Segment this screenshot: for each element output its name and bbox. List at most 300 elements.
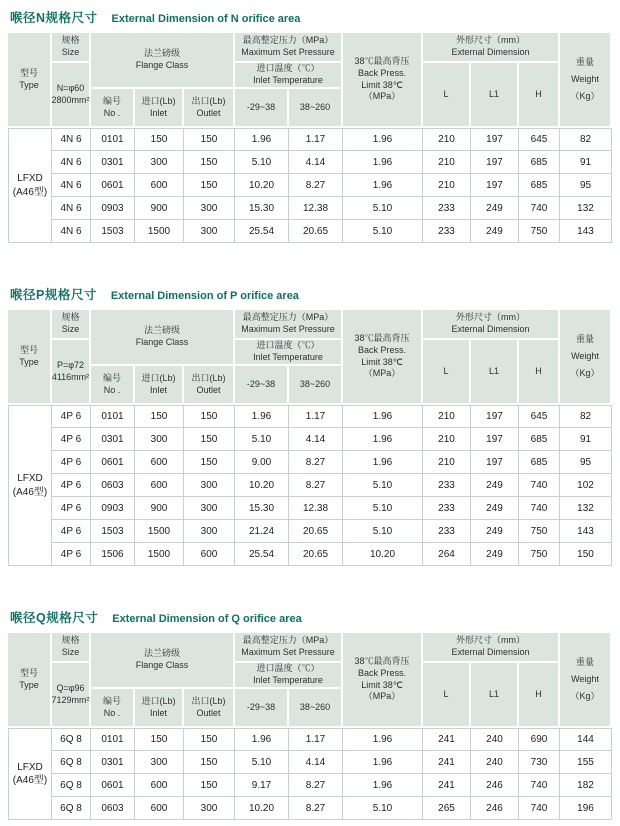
table-cell: 300	[184, 520, 235, 543]
header-flange-class	[91, 33, 235, 89]
header-weight-zh: 重量	[575, 56, 594, 67]
header-temp-range-low: -29~38	[235, 89, 289, 128]
header-inlet-temperature	[235, 340, 343, 366]
table-cell: 5.10	[343, 497, 423, 520]
header-type-en: Type	[19, 79, 39, 90]
table-cell: 150	[135, 128, 184, 151]
table-cell: 6Q 8	[52, 774, 91, 797]
table-cell: 1.96	[235, 728, 289, 751]
table-cell: 5.10	[343, 220, 423, 243]
header-col-l: L	[423, 663, 471, 728]
type-value-cell	[8, 405, 52, 566]
table-cell: 150	[184, 451, 235, 474]
type-value-variant: (A46型)	[12, 186, 48, 198]
size-spec-diameter: P=φ72	[56, 359, 85, 370]
table-cell: 0601	[91, 174, 135, 197]
table-cell: 740	[519, 474, 560, 497]
table-cell: 4N 6	[52, 220, 91, 243]
header-size-zh: 规格	[61, 635, 80, 646]
table-cell: 25.54	[235, 543, 289, 566]
table-cell: 197	[471, 128, 519, 151]
table-cell: 241	[423, 728, 471, 751]
section-q-orifice	[8, 608, 612, 820]
table-cell: 210	[423, 151, 471, 174]
table-cell: 5.10	[343, 474, 423, 497]
header-inlet-zh: 进口(Lb)	[141, 95, 176, 106]
header-no-en: No .	[103, 107, 121, 118]
table-cell: 6Q 8	[52, 728, 91, 751]
table-cell: 4P 6	[52, 520, 91, 543]
header-type-zh: 型号	[19, 667, 38, 678]
table-cell: 210	[423, 451, 471, 474]
header-inlet-zh: 进口(Lb)	[141, 372, 176, 383]
header-temp-range-low: -29~38	[235, 366, 289, 405]
table-cell: 150	[184, 751, 235, 774]
table-cell: 197	[471, 405, 519, 428]
header-outlet	[184, 89, 235, 128]
header-ext-dim-en: External Dimension	[451, 47, 530, 57]
table-cell: 15.30	[235, 197, 289, 220]
header-back-press-zh: 38℃最高背压	[354, 56, 410, 67]
header-max-set-zh: 最高整定压力（MPa）	[242, 635, 334, 646]
table-cell: 21.24	[235, 520, 289, 543]
header-back-press-zh: 38℃最高背压	[354, 333, 410, 344]
table-cell: 300	[135, 151, 184, 174]
table-cell: 4P 6	[52, 543, 91, 566]
header-inlet-en: Inlet	[149, 107, 167, 118]
header-outlet-zh: 出口(Lb)	[191, 372, 226, 383]
header-back-press-zh: 38℃最高背压	[354, 656, 410, 667]
header-flange-en: Flange Class	[135, 660, 189, 670]
header-inlet-temp-zh: 进口温度（℃）	[256, 340, 320, 351]
header-outlet-en: Outlet	[196, 384, 221, 395]
table-cell: 9.17	[235, 774, 289, 797]
header-external-dimension	[423, 33, 560, 63]
table-cell: 6Q 8	[52, 797, 91, 820]
table-cell: 0301	[91, 151, 135, 174]
type-value-variant: (A46型)	[12, 775, 48, 786]
header-back-press-en2: Limit 38℃	[361, 79, 403, 90]
table-cell: 6Q 8	[52, 751, 91, 774]
header-inlet-temp-zh: 进口温度（℃）	[256, 663, 320, 674]
table-cell: 25.54	[235, 220, 289, 243]
table-cell: 233	[423, 520, 471, 543]
header-max-set-pressure	[235, 33, 343, 63]
table-cell: 233	[423, 474, 471, 497]
header-ext-dim-en: External Dimension	[451, 324, 530, 334]
table-cell: 249	[471, 497, 519, 520]
table-cell: 249	[471, 197, 519, 220]
section-title-en: External Dimension of P orifice area	[110, 290, 299, 302]
header-back-press-en1: Back Press.	[357, 344, 406, 355]
table-cell: 10.20	[235, 474, 289, 497]
table-cell: 82	[560, 405, 612, 428]
header-back-pressure	[343, 633, 423, 728]
header-col-l1: L1	[471, 63, 519, 128]
table-cell: 0301	[91, 751, 135, 774]
header-col-l: L	[423, 340, 471, 405]
table-cell: 8.27	[289, 474, 343, 497]
table-cell: 150	[184, 151, 235, 174]
header-external-dimension	[423, 633, 560, 663]
header-back-press-en2: Limit 38℃	[361, 679, 403, 690]
header-weight-unit: （Kg）	[570, 91, 600, 102]
spec-table-p	[8, 310, 612, 566]
type-value-variant: (A46型)	[12, 486, 48, 498]
table-cell: 95	[560, 174, 612, 197]
table-cell: 645	[519, 405, 560, 428]
header-weight-zh: 重量	[575, 333, 594, 344]
header-max-set-en: Maximum Set Pressure	[241, 324, 335, 334]
size-spec-diameter: Q=φ96	[56, 682, 85, 693]
header-no-en: No .	[103, 707, 121, 718]
table-cell: 150	[184, 728, 235, 751]
table-cell: 690	[519, 728, 560, 751]
header-inlet	[135, 689, 184, 728]
header-inlet-temp-zh: 进口温度（℃）	[256, 63, 320, 74]
table-cell: 249	[471, 474, 519, 497]
header-flange-zh: 法兰磅级	[143, 648, 180, 659]
header-max-set-en: Maximum Set Pressure	[241, 47, 335, 57]
header-flange-en: Flange Class	[135, 337, 189, 347]
table-cell: 4.14	[289, 751, 343, 774]
table-cell: 4P 6	[52, 451, 91, 474]
table-cell: 82	[560, 128, 612, 151]
table-cell: 150	[184, 774, 235, 797]
table-cell: 0603	[91, 797, 135, 820]
header-inlet	[135, 366, 184, 405]
table-cell: 20.65	[289, 520, 343, 543]
table-cell: 150	[184, 405, 235, 428]
header-type	[8, 33, 52, 128]
header-back-press-en1: Back Press.	[357, 67, 406, 78]
table-cell: 0601	[91, 451, 135, 474]
table-cell: 1.96	[343, 751, 423, 774]
header-inlet-temperature	[235, 63, 343, 89]
header-flange-en: Flange Class	[135, 60, 189, 70]
header-type	[8, 310, 52, 405]
type-value-model: LFXD	[17, 761, 43, 773]
table-cell: 20.65	[289, 543, 343, 566]
header-back-press-en2: Limit 38℃	[361, 356, 403, 367]
header-col-l: L	[423, 63, 471, 128]
table-cell: 95	[560, 451, 612, 474]
header-col-l1: L1	[471, 663, 519, 728]
table-cell: 10.20	[235, 797, 289, 820]
header-size	[52, 33, 91, 63]
header-weight-en: Weight	[571, 350, 599, 361]
header-outlet-en: Outlet	[196, 107, 221, 118]
table-cell: 1.96	[343, 151, 423, 174]
table-cell: 600	[135, 474, 184, 497]
section-title	[10, 285, 612, 303]
table-cell: 264	[423, 543, 471, 566]
table-cell: 182	[560, 774, 612, 797]
table-cell: 1.96	[235, 128, 289, 151]
table-cell: 300	[184, 474, 235, 497]
header-no-en: No .	[103, 384, 121, 395]
header-outlet	[184, 689, 235, 728]
header-outlet-en: Outlet	[196, 707, 221, 718]
table-cell: 143	[560, 220, 612, 243]
table-cell: 600	[135, 774, 184, 797]
header-temp-range-high: 38~260	[289, 89, 343, 128]
header-weight-unit: （Kg）	[570, 368, 600, 379]
table-cell: 740	[519, 774, 560, 797]
table-cell: 900	[135, 497, 184, 520]
table-cell: 144	[560, 728, 612, 751]
header-no-zh: 编号	[102, 695, 121, 706]
table-cell: 600	[135, 451, 184, 474]
table-cell: 300	[184, 197, 235, 220]
table-cell: 1500	[135, 520, 184, 543]
table-cell: 5.10	[343, 197, 423, 220]
header-external-dimension	[423, 310, 560, 340]
table-cell: 233	[423, 220, 471, 243]
table-cell: 91	[560, 428, 612, 451]
section-p-orifice	[8, 285, 612, 566]
table-cell: 300	[135, 751, 184, 774]
table-cell: 15.30	[235, 497, 289, 520]
table-cell: 645	[519, 128, 560, 151]
table-cell: 4N 6	[52, 151, 91, 174]
table-cell: 730	[519, 751, 560, 774]
section-title	[10, 8, 612, 26]
header-max-set-zh: 最高整定压力（MPa）	[242, 35, 334, 46]
table-cell: 685	[519, 151, 560, 174]
header-size-en: Size	[61, 47, 80, 57]
header-no	[91, 366, 135, 405]
section-title-zh: 喉径N规格尺寸	[10, 11, 98, 25]
table-cell: 4.14	[289, 151, 343, 174]
header-outlet-zh: 出口(Lb)	[191, 695, 226, 706]
table-cell: 1.96	[235, 405, 289, 428]
table-cell: 900	[135, 197, 184, 220]
header-type-en: Type	[19, 679, 39, 690]
header-inlet	[135, 89, 184, 128]
header-weight-en: Weight	[571, 73, 599, 84]
header-inlet-en: Inlet	[149, 384, 167, 395]
table-cell: 300	[184, 220, 235, 243]
table-cell: 265	[423, 797, 471, 820]
header-col-l1: L1	[471, 340, 519, 405]
header-max-set-pressure	[235, 633, 343, 663]
table-cell: 246	[471, 774, 519, 797]
header-back-press-unit: （MPa）	[363, 691, 401, 702]
table-cell: 155	[560, 751, 612, 774]
table-cell: 1.17	[289, 728, 343, 751]
table-cell: 685	[519, 174, 560, 197]
header-back-press-unit: （MPa）	[363, 91, 401, 102]
table-cell: 210	[423, 174, 471, 197]
table-cell: 249	[471, 520, 519, 543]
table-cell: 150	[184, 174, 235, 197]
table-cell: 4N 6	[52, 197, 91, 220]
header-no	[91, 89, 135, 128]
table-cell: 1.96	[343, 451, 423, 474]
table-cell: 210	[423, 428, 471, 451]
table-cell: 241	[423, 751, 471, 774]
table-cell: 1.96	[343, 728, 423, 751]
header-back-pressure	[343, 310, 423, 405]
table-cell: 150	[135, 405, 184, 428]
header-weight-unit: （Kg）	[570, 691, 600, 702]
table-cell: 1.96	[343, 405, 423, 428]
section-title	[10, 608, 612, 626]
header-inlet-temp-en: Inlet Temperature	[253, 352, 323, 362]
table-cell: 0903	[91, 197, 135, 220]
header-size-en: Size	[61, 324, 80, 334]
table-cell: 0301	[91, 428, 135, 451]
table-cell: 300	[184, 797, 235, 820]
header-type-zh: 型号	[19, 67, 38, 78]
table-cell: 5.10	[343, 797, 423, 820]
header-weight-en: Weight	[571, 673, 599, 684]
header-inlet-zh: 进口(Lb)	[141, 695, 176, 706]
section-n-orifice	[8, 8, 612, 243]
header-flange-zh: 法兰磅级	[143, 48, 180, 59]
table-cell: 4P 6	[52, 474, 91, 497]
table-cell: 4P 6	[52, 405, 91, 428]
table-cell: 300	[135, 428, 184, 451]
table-cell: 240	[471, 751, 519, 774]
table-cell: 150	[184, 428, 235, 451]
header-size-spec	[52, 663, 91, 728]
table-cell: 10.20	[235, 174, 289, 197]
table-cell: 196	[560, 797, 612, 820]
header-ext-dim-zh: 外形尺寸（mm）	[456, 312, 525, 323]
table-cell: 685	[519, 428, 560, 451]
section-title-en: External Dimension of N orifice area	[111, 13, 301, 25]
table-cell: 12.38	[289, 497, 343, 520]
table-cell: 1500	[135, 220, 184, 243]
type-value-cell	[8, 128, 52, 243]
table-cell: 4P 6	[52, 428, 91, 451]
size-spec-area: 2800mm²	[51, 94, 90, 105]
header-no-zh: 编号	[102, 372, 121, 383]
table-cell: 0903	[91, 497, 135, 520]
header-size-zh: 规格	[61, 312, 80, 323]
header-max-set-zh: 最高整定压力（MPa）	[242, 312, 334, 323]
table-cell: 9.00	[235, 451, 289, 474]
table-cell: 5.10	[235, 751, 289, 774]
table-cell: 1500	[135, 543, 184, 566]
table-cell: 1503	[91, 520, 135, 543]
header-flange-zh: 法兰磅级	[143, 325, 180, 336]
table-cell: 197	[471, 151, 519, 174]
spec-table-q	[8, 633, 612, 820]
section-title-en: External Dimension of Q orifice area	[112, 613, 302, 625]
table-cell: 91	[560, 151, 612, 174]
header-flange-class	[91, 310, 235, 366]
header-ext-dim-zh: 外形尺寸（mm）	[456, 35, 525, 46]
table-cell: 750	[519, 543, 560, 566]
table-cell: 20.65	[289, 220, 343, 243]
table-cell: 0603	[91, 474, 135, 497]
header-no-zh: 编号	[102, 95, 121, 106]
header-temp-range-high: 38~260	[289, 689, 343, 728]
header-col-h: H	[519, 663, 560, 728]
header-flange-class	[91, 633, 235, 689]
table-cell: 8.27	[289, 174, 343, 197]
table-cell: 249	[471, 220, 519, 243]
table-cell: 5.10	[235, 428, 289, 451]
table-cell: 0101	[91, 128, 135, 151]
header-size	[52, 633, 91, 663]
table-cell: 740	[519, 797, 560, 820]
header-weight	[560, 33, 612, 128]
header-size-en: Size	[61, 647, 80, 657]
header-inlet-temp-en: Inlet Temperature	[253, 75, 323, 85]
table-cell: 197	[471, 174, 519, 197]
table-cell: 210	[423, 128, 471, 151]
type-value-model: LFXD	[17, 473, 43, 484]
table-cell: 1.96	[343, 774, 423, 797]
section-title-zh: 喉径Q规格尺寸	[10, 611, 99, 625]
table-cell: 740	[519, 497, 560, 520]
header-size-zh: 规格	[61, 35, 80, 46]
section-title-zh: 喉径P规格尺寸	[10, 288, 97, 302]
table-cell: 4N 6	[52, 174, 91, 197]
header-type	[8, 633, 52, 728]
table-cell: 1.96	[343, 428, 423, 451]
header-back-pressure	[343, 33, 423, 128]
header-max-set-en: Maximum Set Pressure	[241, 647, 335, 657]
table-cell: 4N 6	[52, 128, 91, 151]
table-cell: 600	[135, 174, 184, 197]
header-type-en: Type	[19, 356, 39, 367]
table-cell: 1.96	[343, 128, 423, 151]
table-cell: 150	[135, 728, 184, 751]
table-cell: 8.27	[289, 774, 343, 797]
header-max-set-pressure	[235, 310, 343, 340]
table-cell: 1.96	[343, 174, 423, 197]
header-size-spec	[52, 63, 91, 128]
header-size-spec	[52, 340, 91, 405]
table-cell: 740	[519, 197, 560, 220]
table-cell: 750	[519, 220, 560, 243]
table-cell: 8.27	[289, 451, 343, 474]
table-cell: 10.20	[343, 543, 423, 566]
table-cell: 600	[135, 797, 184, 820]
header-type-zh: 型号	[19, 344, 38, 355]
header-no	[91, 689, 135, 728]
table-cell: 197	[471, 428, 519, 451]
table-cell: 750	[519, 520, 560, 543]
table-cell: 5.10	[343, 520, 423, 543]
table-cell: 249	[471, 543, 519, 566]
header-col-h: H	[519, 63, 560, 128]
size-spec-area: 7129mm²	[51, 694, 90, 705]
header-back-press-unit: （MPa）	[363, 368, 401, 379]
table-cell: 1506	[91, 543, 135, 566]
header-outlet-zh: 出口(Lb)	[191, 95, 226, 106]
table-cell: 4.14	[289, 428, 343, 451]
header-size	[52, 310, 91, 340]
header-outlet	[184, 366, 235, 405]
table-cell: 197	[471, 451, 519, 474]
table-cell: 5.10	[235, 151, 289, 174]
header-temp-range-low: -29~38	[235, 689, 289, 728]
table-cell: 4P 6	[52, 497, 91, 520]
table-cell: 233	[423, 497, 471, 520]
table-cell: 150	[560, 543, 612, 566]
table-cell: 600	[184, 543, 235, 566]
header-temp-range-high: 38~260	[289, 366, 343, 405]
header-inlet-en: Inlet	[149, 707, 167, 718]
table-cell: 210	[423, 405, 471, 428]
header-ext-dim-zh: 外形尺寸（mm）	[456, 635, 525, 646]
